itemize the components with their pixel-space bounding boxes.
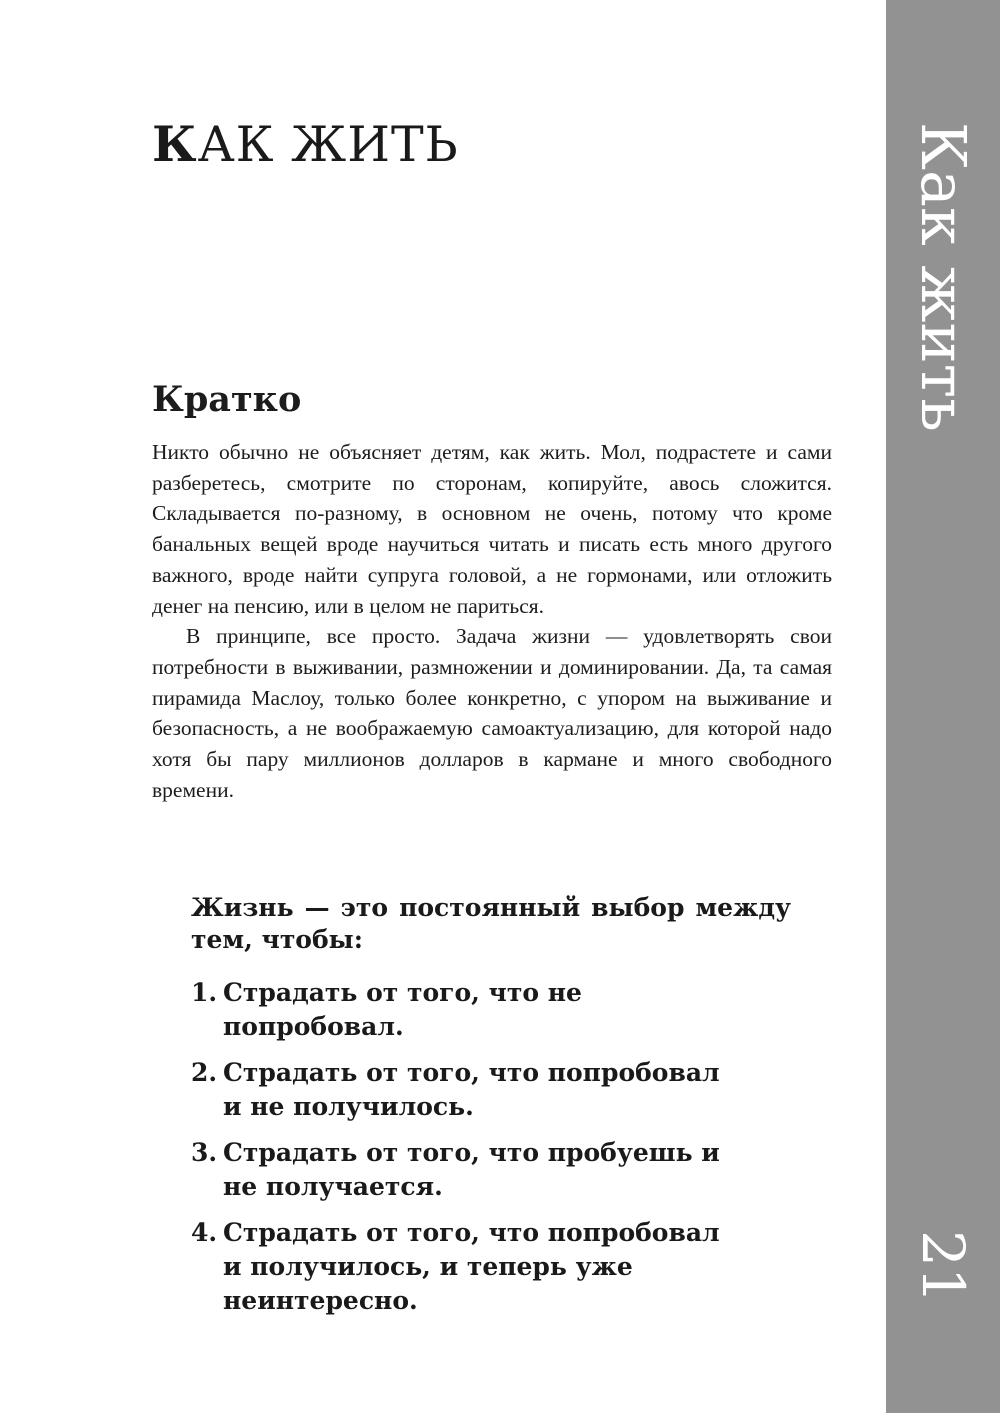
list-item-number: 3. [191, 1138, 218, 1167]
paragraph-2: В принципе, все просто. Задача жизни — удовлетворять свои потребности в выживании, размножении и доминировании. Да, та самая пирамида Маслоу, только более конкретно, с упором на выживание и безопасность, а не воображаемую самоактуализацию, для которой надо хотя бы пару миллионов долларов в кармане и много свободного времени. [152, 624, 832, 802]
chapter-title [152, 115, 459, 173]
list-item-text: Страдать от того, что попробовал и не получилось. [223, 1058, 720, 1121]
page-number: 21 [909, 1230, 977, 1304]
list-item [191, 1136, 801, 1204]
list-item [191, 1056, 801, 1124]
list-item-text: Страдать от того, что попробовал и получилось, и теперь уже неинтересно. [223, 1218, 720, 1315]
chapter-title-rest: АК ЖИТЬ [197, 116, 459, 173]
list-item-number: 1. [191, 978, 218, 1007]
list-item [191, 1216, 801, 1318]
list-item-text: Страдать от того, что не попробовал. [223, 978, 582, 1041]
callout-list [191, 976, 801, 1318]
list-item-text: Страдать от того, что пробуешь и не получается. [223, 1138, 720, 1201]
list-item [191, 976, 801, 1044]
section-heading: Кратко [152, 379, 302, 420]
callout-intro: Жизнь — это постоянный выбор между тем, чтобы: [191, 893, 791, 954]
list-item-number: 2. [191, 1058, 218, 1087]
side-tab-title: Как жить [907, 122, 980, 432]
callout-box [191, 892, 801, 1330]
paragraph-1: Никто обычно не объясняет детям, как жить. Мол, подрастете и сами разберетесь, смотрите по сторонам, копируйте, авось сложится. Складывается по-разному, в основном не очень, потому что кроме банальных вещей вроде научиться читать и писать есть много другого важного, вроде найти супруга головой, а не гормонами, или отложить денег на пенсию, или в целом не париться. [152, 440, 832, 618]
side-tab [886, 0, 1000, 1413]
list-item-number: 4. [191, 1218, 218, 1247]
body-text [152, 437, 832, 805]
chapter-title-initial: К [152, 115, 198, 173]
